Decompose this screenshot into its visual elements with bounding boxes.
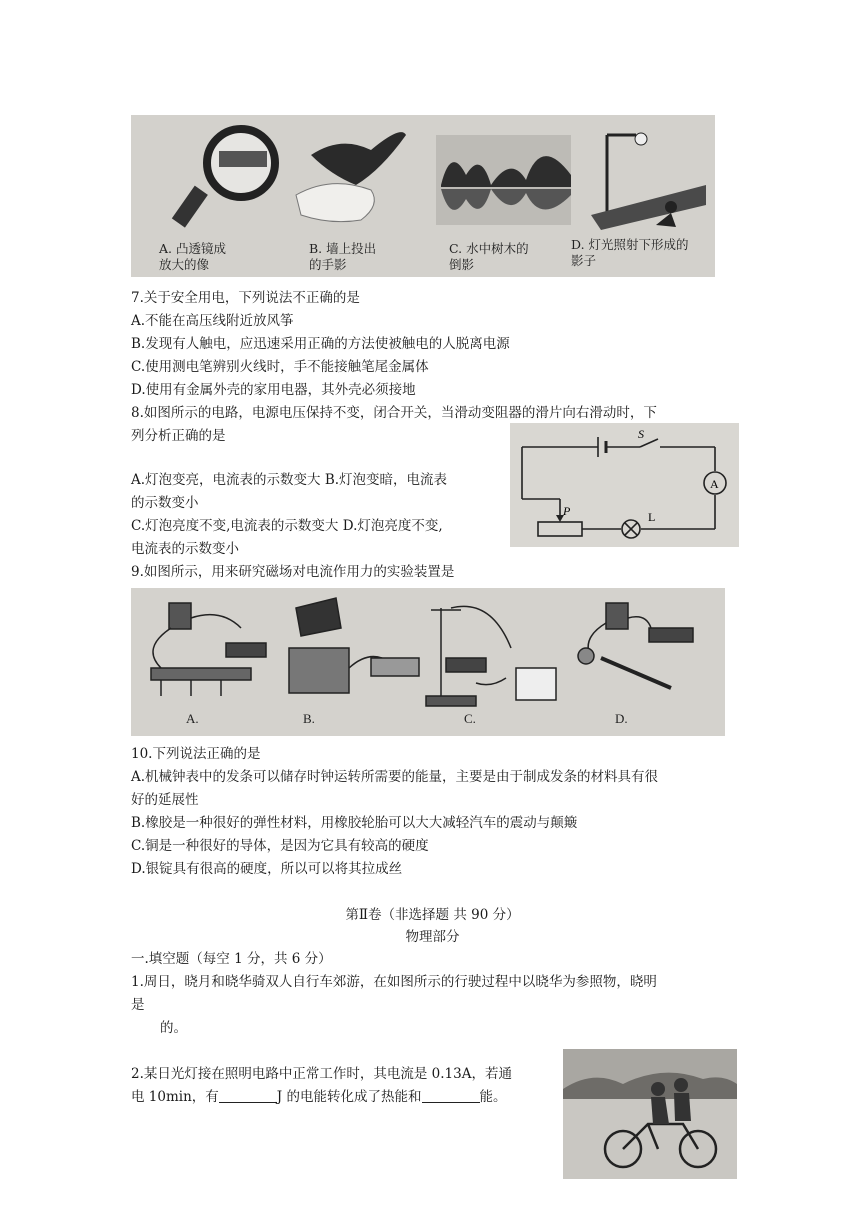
fill-q2-part-c: 能。 bbox=[479, 1089, 507, 1105]
fill-q2-line2 bbox=[131, 1087, 507, 1107]
fill-q2-part-b: J 的电能转化成了热能和 bbox=[276, 1089, 422, 1105]
q10-stem: 10.下列说法正确的是 bbox=[131, 746, 261, 762]
q8-option-cd: C.灯泡亮度不变,电流表的示数变大 D.灯泡亮度不变, bbox=[131, 518, 443, 534]
q8-option-d-cont: 电流表的示数变小 bbox=[131, 541, 239, 557]
q8-circuit-diagram bbox=[510, 423, 739, 547]
q6-caption-c: C. 水中树木的 倒影 bbox=[449, 241, 529, 272]
section-subtitle: 物理部分 bbox=[405, 929, 460, 945]
bicycle-photo bbox=[563, 1049, 737, 1179]
q7-option-d: D.使用有金属外壳的家用电器，其外壳必须接地 bbox=[131, 382, 416, 398]
q7-option-a: A.不能在高压线附近放风筝 bbox=[131, 313, 294, 329]
q10-option-a: A.机械钟表中的发条可以储存时钟运转所需要的能量，主要是由于制成发条的材料具有很 bbox=[131, 769, 659, 785]
tree-reflection-icon bbox=[436, 135, 571, 225]
fill-q1-line1: 1.周日，晓月和晓华骑双人自行车郊游，在如图所示的行驶过程中以晓华为参照物，晓明 bbox=[131, 974, 657, 990]
q9-label-a: A. bbox=[186, 711, 199, 726]
q10-option-c: C.铜是一种很好的导体，是因为它具有较高的硬度 bbox=[131, 838, 429, 854]
bicycle-svg bbox=[563, 1049, 737, 1179]
q10-option-b: B.橡胶是一种很好的弹性材料，用橡胶轮胎可以大大减轻汽车的震动与颠簸 bbox=[131, 815, 578, 831]
q6-image-strip bbox=[131, 115, 715, 277]
q9-label-d: D. bbox=[615, 711, 628, 726]
q10-option-a-cont: 好的延展性 bbox=[131, 792, 199, 808]
q8-stem-line2: 列分析正确的是 bbox=[131, 428, 226, 444]
q8-stem-line1: 8.如图所示的电路，电源电压保持不变，闭合开关，当滑动变阻器的滑片向右滑动时，下 bbox=[131, 405, 657, 421]
q7-option-c: C.使用测电笔辨别火线时，手不能接触笔尾金属体 bbox=[131, 359, 429, 375]
q9-label-c: C. bbox=[464, 711, 476, 726]
fill-q1-line3: 的。 bbox=[160, 1020, 187, 1036]
fill-q2-part-a: 电 10min，有 bbox=[131, 1089, 219, 1105]
q10-option-d: D.银锭具有很高的硬度，所以可以将其拉成丝 bbox=[131, 861, 403, 877]
lamp-label: L bbox=[648, 510, 656, 524]
fill-heading: 一.填空题（每空 1 分，共 6 分） bbox=[131, 951, 332, 967]
q7-stem: 7.关于安全用电，下列说法不正确的是 bbox=[131, 290, 360, 306]
circuit-svg bbox=[510, 423, 739, 547]
fill-q2-blank-2[interactable] bbox=[422, 1088, 480, 1103]
q9-stem: 9.如图所示，用来研究磁场对电流作用力的实验装置是 bbox=[131, 564, 455, 580]
fill-q2-line1: 2.某日光灯接在照明电路中正常工作时，其电流是 0.13A，若通 bbox=[131, 1066, 512, 1082]
q8-option-b-cont: 的示数变小 bbox=[131, 495, 199, 511]
q9-apparatus bbox=[131, 588, 725, 736]
switch-label: S bbox=[638, 427, 644, 441]
q8-option-ab: A.灯泡变亮，电流表的示数变大 B.灯泡变暗，电流表 bbox=[131, 472, 448, 488]
section-title: 第Ⅱ卷（非选择题 共 90 分） bbox=[345, 907, 520, 923]
q9-label-b: B. bbox=[303, 711, 315, 726]
q6-caption-d: D. 灯光照射下形成的 影子 bbox=[571, 237, 689, 268]
ammeter-label: A bbox=[710, 477, 719, 491]
q6-caption-b: B. 墙上投出 的手影 bbox=[309, 241, 377, 272]
fill-q1-line2: 是 bbox=[131, 997, 145, 1013]
q7-option-b: B.发现有人触电，应迅速采用正确的方法使被触电的人脱离电源 bbox=[131, 336, 510, 352]
fill-q2-blank-1[interactable] bbox=[219, 1088, 277, 1103]
slider-label: P bbox=[563, 504, 571, 518]
q9-apparatus-strip bbox=[131, 588, 725, 736]
q6-caption-a: A. 凸透镜成 放大的像 bbox=[159, 241, 226, 272]
